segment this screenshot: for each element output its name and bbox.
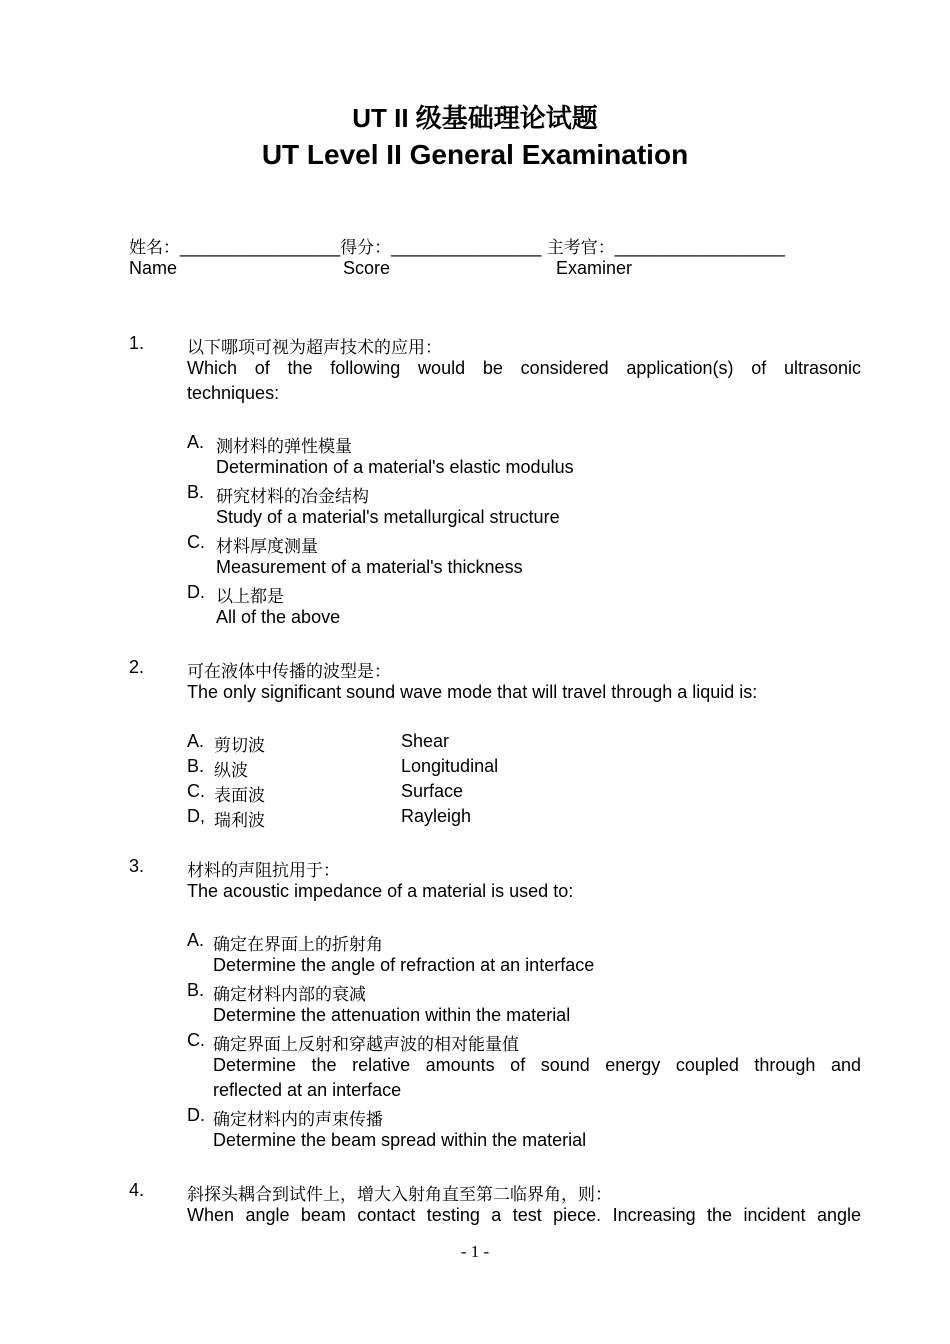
examiner-label-en: Examiner <box>556 258 633 278</box>
question-number: 4. <box>129 1180 145 1200</box>
title-chinese: UT II 级基础理论试题 <box>352 103 598 133</box>
question-text-zh: 材料的声阻抗用于： <box>187 861 340 881</box>
option-letter[interactable]: B. <box>187 482 205 502</box>
title-english: UT Level II General Examination <box>261 139 689 170</box>
option-letter[interactable]: D. <box>187 582 205 602</box>
option-text-en: Study of a material's metallurgical structure <box>216 507 560 527</box>
option-text-en: Shear <box>401 731 450 751</box>
score-label-en: Score <box>343 258 391 278</box>
option-text-zh: 剪切波 <box>214 736 265 756</box>
name-label-en: Name <box>129 258 178 278</box>
option-text-en: Determine the angle of refraction at an interface <box>213 955 595 975</box>
option-letter[interactable]: D, <box>187 806 205 826</box>
option-text-en: Determination of a material's elastic modulus <box>216 457 574 477</box>
question-text-zh: 以下哪项可视为超声技术的应用： <box>187 338 442 358</box>
score-label-zh: 得分： <box>340 238 392 258</box>
question-number: 1. <box>129 333 145 353</box>
option-text-zh: 瑞利波 <box>214 811 265 831</box>
option-text-zh: 确定材料内的声束传播 <box>213 1110 383 1130</box>
option-letter[interactable]: C. <box>187 781 205 801</box>
option-letter[interactable]: A. <box>187 432 205 452</box>
option-text-zh: 测材料的弹性模量 <box>216 437 352 457</box>
option-text-en: Determine the beam spread within the material <box>213 1130 587 1150</box>
option-letter[interactable]: D. <box>187 1105 205 1125</box>
question-text-zh: 斜探头耦合到试件上，增大入射角直至第二临界角，则： <box>187 1185 612 1205</box>
name-label-zh: 姓名： <box>129 238 180 258</box>
option-text-en: All of the above <box>216 607 341 627</box>
examiner-blank[interactable]: _________________ <box>614 237 785 257</box>
option-text-en: Surface <box>401 781 464 801</box>
page-number: - 1 - <box>460 1242 490 1261</box>
option-text-en: Measurement of a material's thickness <box>216 557 523 577</box>
option-letter[interactable]: C. <box>187 1030 205 1050</box>
option-text-zh: 纵波 <box>214 761 248 781</box>
option-text-zh: 确定在界面上的折射角 <box>213 935 383 955</box>
option-text-en: Determine the relative amounts of sound energy coupled through and <box>213 1055 861 1075</box>
option-text-zh: 表面波 <box>214 786 265 806</box>
option-text-zh: 确定界面上反射和穿越声波的相对能量值 <box>213 1035 519 1055</box>
examiner-label-zh: 主考官： <box>546 238 615 258</box>
question-text-en: The acoustic impedance of a material is used to: <box>187 881 574 901</box>
option-text-zh: 研究材料的冶金结构 <box>216 487 369 507</box>
option-letter[interactable]: B. <box>187 756 205 776</box>
option-letter[interactable]: C. <box>187 532 205 552</box>
option-letter[interactable]: A. <box>187 731 205 751</box>
option-text-en: Rayleigh <box>401 806 472 826</box>
question-text-zh: 可在液体中传播的波型是： <box>187 662 391 682</box>
question-text-en: The only significant sound wave mode that will travel through a liquid is: <box>187 682 758 702</box>
name-blank[interactable]: ________________ <box>180 237 341 257</box>
option-text-zh: 确定材料内部的衰减 <box>213 985 366 1005</box>
option-letter[interactable]: B. <box>187 980 205 1000</box>
option-text-zh: 以上都是 <box>216 587 284 607</box>
option-text-zh: 材料厚度测量 <box>216 537 318 557</box>
option-text-en-cont: reflected at an interface <box>213 1080 402 1100</box>
score-blank[interactable]: _______________ <box>391 237 542 257</box>
name-field-row <box>129 233 785 258</box>
question-text-en: When angle beam contact testing a test piece. Increasing the incident angle <box>187 1205 861 1225</box>
question-text-en: Which of the following would be considered application(s) of ultrasonic <box>187 358 861 378</box>
question-text-en-cont: techniques: <box>187 383 280 403</box>
question-number: 3. <box>129 856 145 876</box>
option-letter[interactable]: A. <box>187 930 205 950</box>
question-number: 2. <box>129 657 145 677</box>
option-text-en: Longitudinal <box>401 756 499 776</box>
option-text-en: Determine the attenuation within the material <box>213 1005 571 1025</box>
